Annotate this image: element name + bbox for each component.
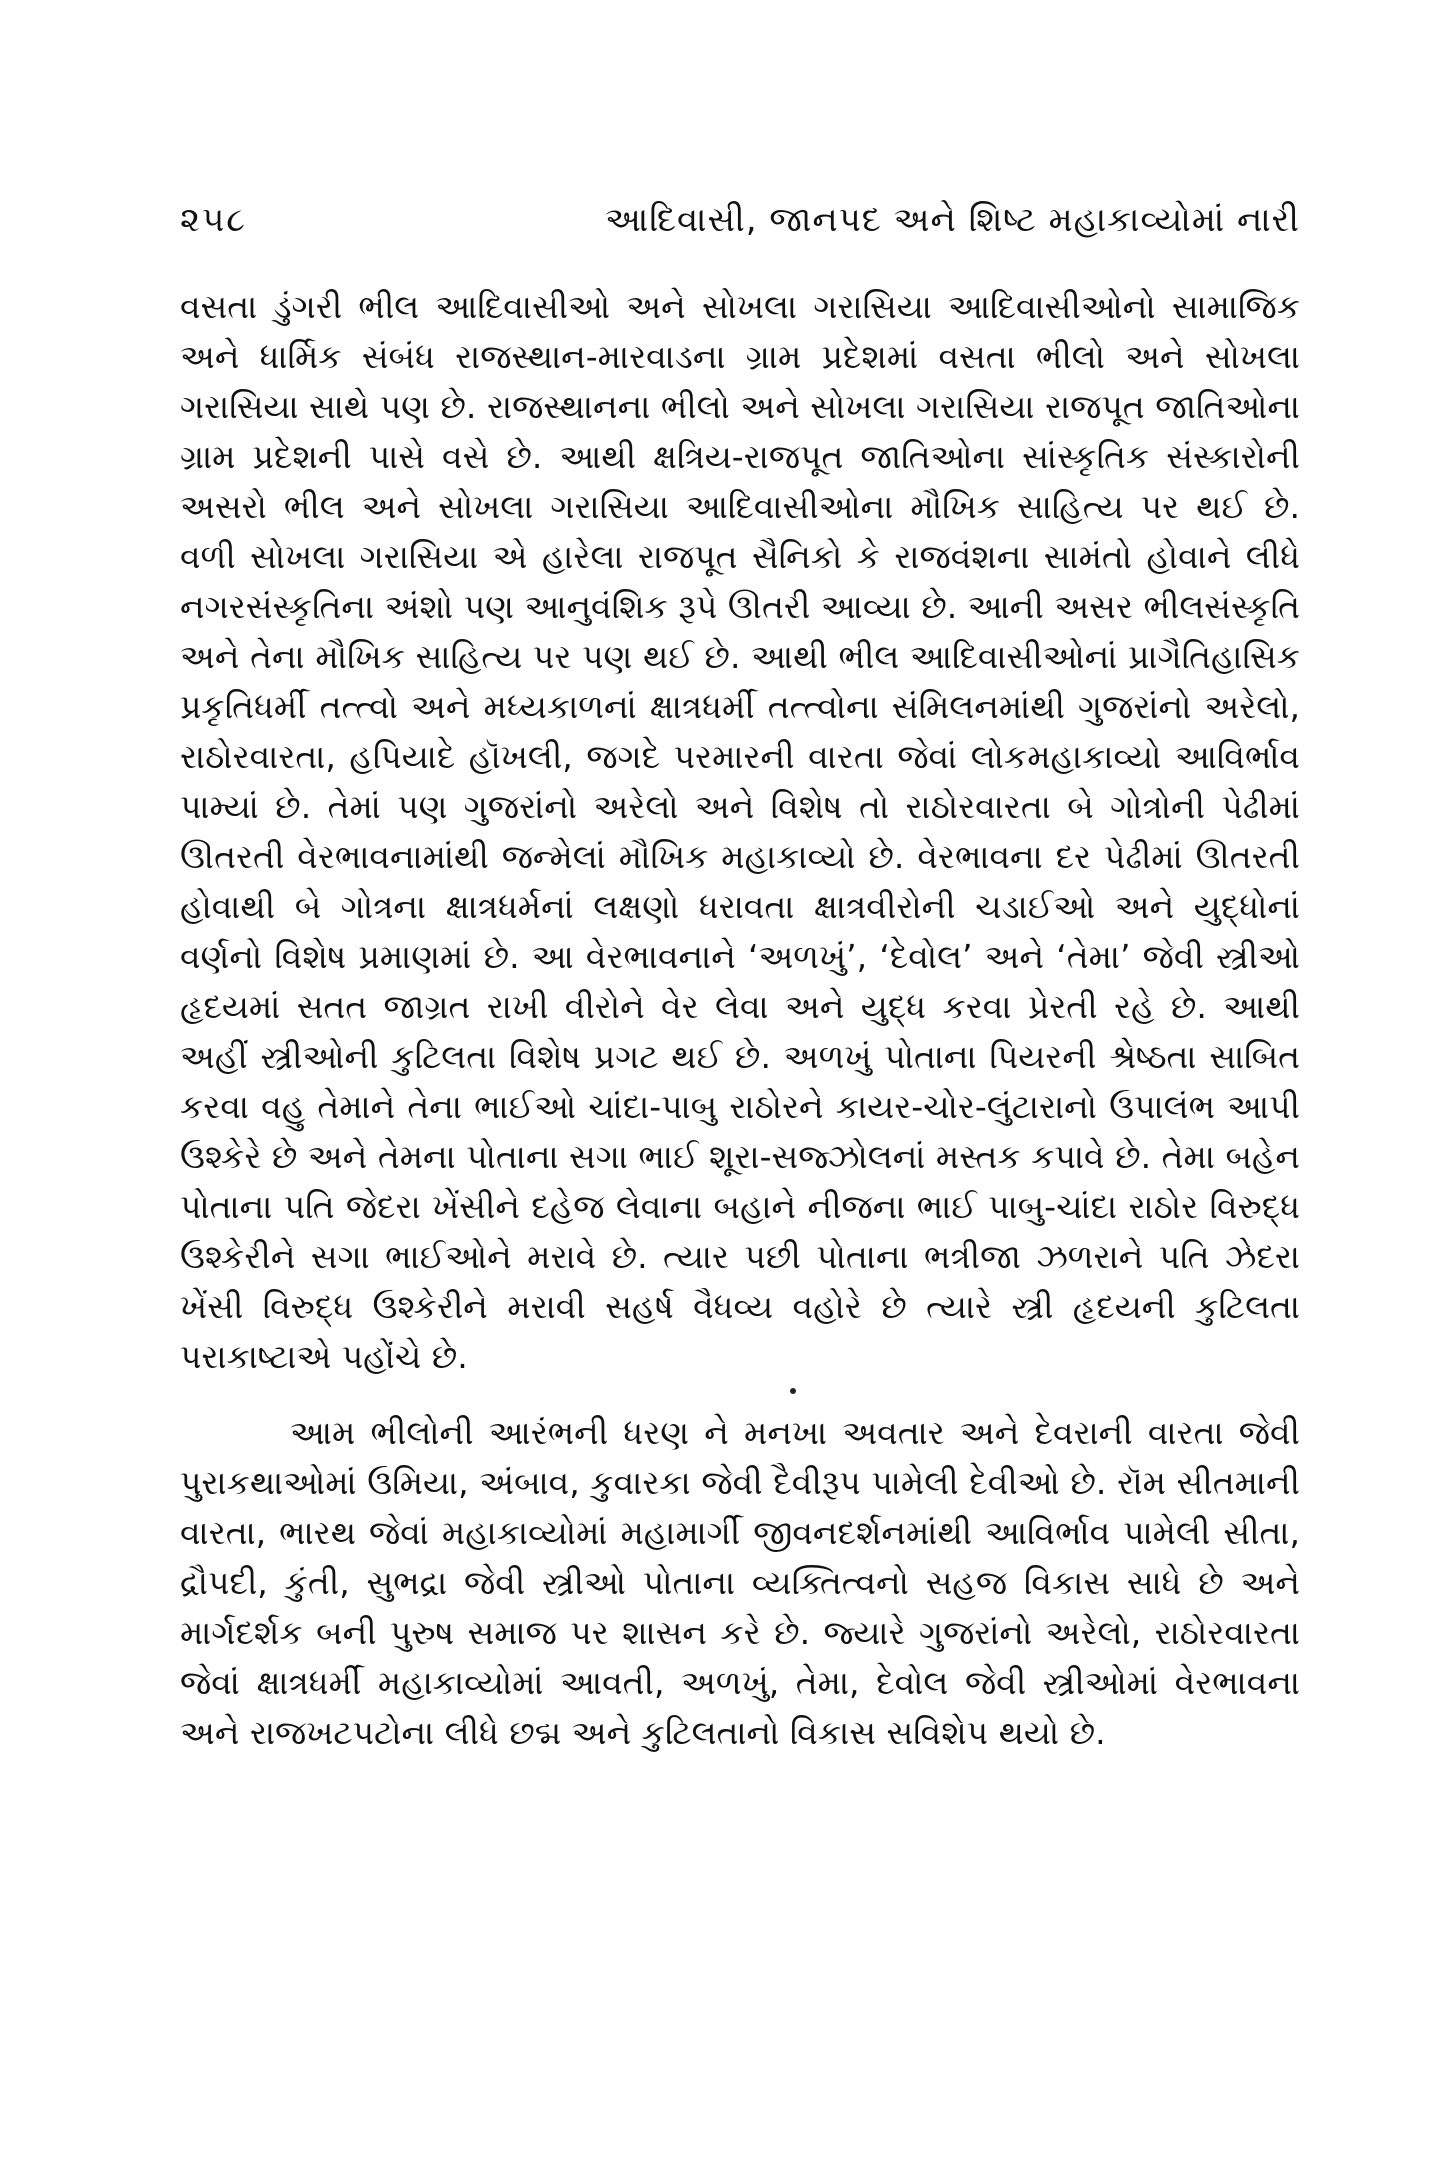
- running-title: આદિવાસી, જાનપદ અને શિષ્ટ મહાકાવ્યોમાં નારી: [605, 200, 1300, 240]
- book-page: [180, 190, 1300, 1758]
- paragraph-1: વસતા ડુંગરી ભીલ આદિવાસીઓ અને સોખલા ગરાસિયા આદિવાસીઓનો સામાજિક અને ધાર્મિક સંબંધ રાજસ્થાન-મારવાડના ગ્રામ પ્રદેશમાં વસતા ભીલો અને સોખલા ગરાસિયા સાથે પણ છે. રાજસ્થાનના ભીલો અને સોખલા ગરાસિયા રાજપૂત જાતિઓના ગ્રામ પ્રદેશની પાસે વસે છે. આથી ક્ષત્રિય-રાજપૂત જાતિઓના સાંસ્કૃતિક સંસ્કારોની અસરો ભીલ અને સોખલા ગરાસિયા આદિવાસીઓના મૌખિક સાહિત્ય પર થઈ છે. વળી સોખલા ગરાસિયા એ હારેલા રાજપૂત સૈનિકો કે રાજવંશના સામંતો હોવાને લીધે નગરસંસ્કૃતિના અંશો પણ આનુવંશિક રૂપે ઊતરી આવ્યા છે. આની અસર ભીલસંસ્કૃતિ અને તેના મૌખિક સાહિત્ય પર પણ થઈ છે. આથી ભીલ આદિવાસીઓનાં પ્રાગૈતિહાસિક પ્રકૃતિધર્મી તત્ત્વો અને મધ્યકાળનાં ક્ષાત્રધર્મી તત્ત્વોના સંમિલનમાંથી ગુજરાંનો અરેલો, રાઠોરવારતા, હપિયાદે હૉખલી, જગદે પરમારની વારતા જેવાં લોકમહાકાવ્યો આવિર્ભાવ પામ્યાં છે. તેમાં પણ ગુજરાંનો અરેલો અને વિશેષ તો રાઠોરવારતા બે ગોત્રોની પેઢીમાં ઊતરતી વેરભાવનામાંથી જન્મેલાં મૌખિક મહાકાવ્યો છે. વેરભાવના દર પેઢીમાં ઊતરતી હોવાથી બે ગોત્રના ક્ષાત્રધર્મનાં લક્ષણો ધરાવતા ક્ષાત્રવીરોની ચડાઈઓ અને યુદ્ધોનાં વર્ણનો વિશેષ પ્રમાણમાં છે. આ વેરભાવનાને ‘અળખું’, ‘દેવોલ’ અને ‘તેમા’ જેવી સ્ત્રીઓ હૃદયમાં સતત જાગ્રત રાખી વીરોને વેર લેવા અને યુદ્ધ કરવા પ્રેરતી રહે છે. આથી અહીં સ્ત્રીઓની કુટિલતા વિશેષ પ્રગટ થઈ છે. અળખું પોતાના પિયરની શ્રેષ્ઠતા સાબિત કરવા વહુ તેમાને તેના ભાઈઓ ચાંદા-પાબુ રાઠોરને કાયર-ચોર-લુંટારાનો ઉપાલંભ આપી ઉશ્કેરે છે અને તેમના પોતાના સગા ભાઈ શૂરા-સજ્ઝોલનાં મસ્તક કપાવે છે. તેમા બહેન પોતાના પતિ જેદરા ખેંસીને દહેજ લેવાના બહાને નીજના ભાઈ પાબુ-ચાંદા રાઠોર વિરુદ્ધ ઉશ્કેરીને સગા ભાઈઓને મરાવે છે. ત્યાર પછી પોતાના ભત્રીજા ઝળરાને પતિ ઝેદરા ખેંસી વિરુદ્ધ ઉશ્કેરીને મરાવી સહર્ષ વૈધવ્ય વહોરે છે ત્યારે સ્ત્રી હૃદયની કુટિલતા પરાકાષ્ટાએ પહોંચે છે.: [180, 287, 1300, 1376]
- page-number: ૨૫૮: [180, 200, 247, 240]
- page-header: [180, 190, 1300, 260]
- paragraph-2: આમ ભીલોની આરંભની ધરણ ને મનખા અવતાર અને દેવરાની વારતા જેવી પુરાકથાઓમાં ઉમિયા, અંબાવ, કુવારકા જેવી દૈવીરૂપ પામેલી દેવીઓ છે. રૉમ સીતમાની વારતા, ભારથ જેવાં મહાકાવ્યોમાં મહામાર્ગી જીવનદર્શનમાંથી આવિર્ભાવ પામેલી સીતા, દ્રૌપદી, કુંતી, સુભદ્રા જેવી સ્ત્રીઓ પોતાના વ્યક્તિત્વનો સહજ વિકાસ સાધે છે અને માર્ગદર્શક બની પુરુષ સમાજ પર શાસન કરે છે. જ્યારે ગુજરાંનો અરેલો, રાઠોરવારતા જેવાં ક્ષાત્રધર્મી મહાકાવ્યોમાં આવતી, અળખું, તેમા, દેવોલ જેવી સ્ત્રીઓમાં વેરભાવના અને રાજખટપટોના લીધે છદ્મ અને કુટિલતાનો વિકાસ સવિશેપ થયો છે.: [180, 1413, 1300, 1752]
- body-text: [180, 282, 1300, 1758]
- page-mark: [180, 1382, 1300, 1408]
